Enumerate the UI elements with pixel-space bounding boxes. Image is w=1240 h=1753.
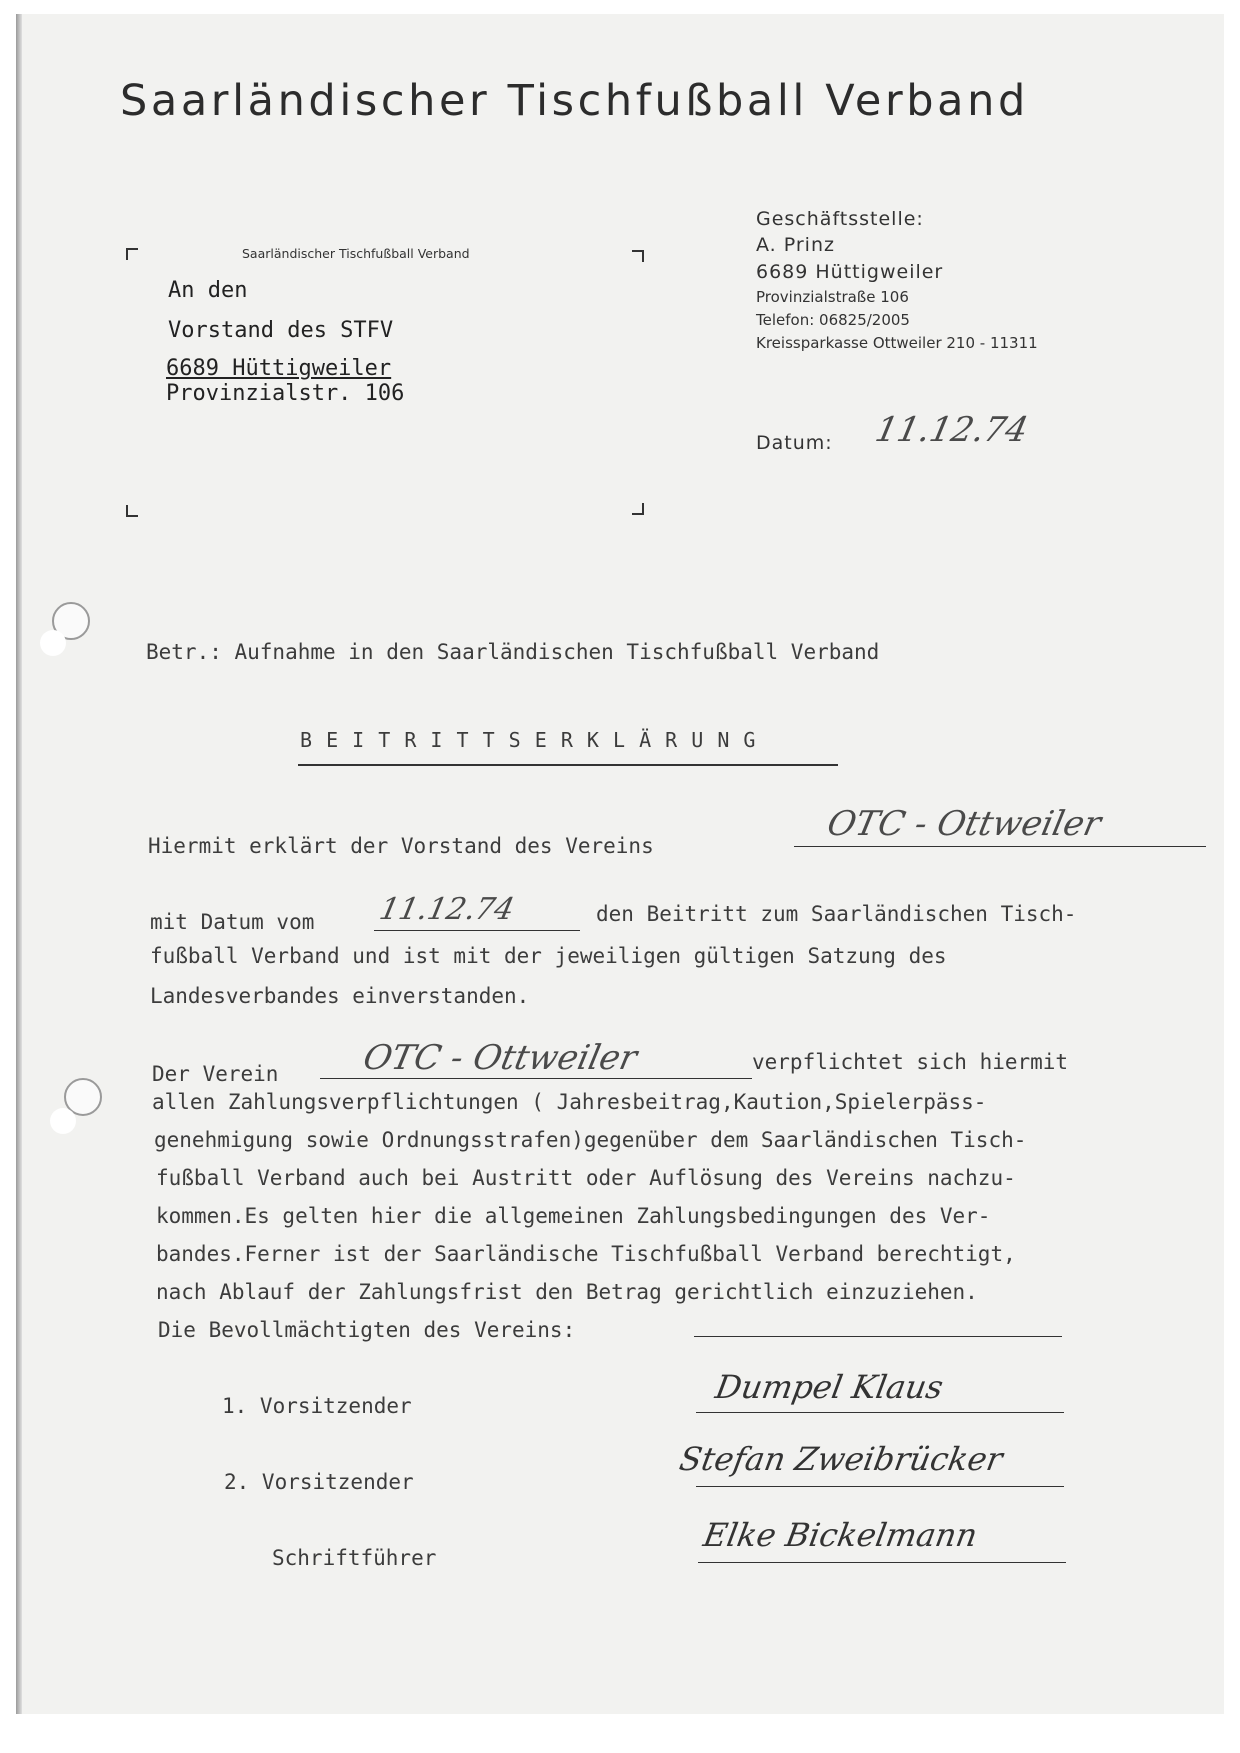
recipient-line-3: 6689 Hüttigweiler (166, 356, 392, 381)
subject-line: Betr.: Aufnahme in den Saarländischen Tischfußball Verband (146, 640, 880, 664)
address-corner-tl (126, 248, 138, 260)
obligation-line: fußball Verband auch bei Austritt oder Auflösung des Vereins nachzu- (156, 1166, 1016, 1190)
signature-line-2 (696, 1486, 1064, 1487)
sender-return-line: Saarländischer Tischfußball Verband (242, 246, 470, 261)
date-handwritten: 11.12.74 (871, 410, 1032, 450)
obligation-line: kommen.Es gelten hier die allgemeinen Zahlungsbedingungen des Ver- (156, 1204, 991, 1228)
office-label: Geschäftsstelle: (756, 208, 924, 230)
office-street: Provinzialstraße 106 (756, 288, 909, 306)
role-chairman-2: 2. Vorsitzender (224, 1470, 414, 1494)
declaration-date-handwritten: 11.12.74 (376, 892, 518, 927)
signatures-heading-line (694, 1336, 1062, 1337)
signature-line-3 (698, 1562, 1066, 1563)
recipient-line-4: Provinzialstr. 106 (166, 381, 405, 406)
declaration-line-1-rest: den Beitritt zum Saarländischen Tisch- (596, 902, 1077, 926)
role-chairman-1: 1. Vorsitzender (222, 1394, 412, 1418)
recipient-line-1: An den (168, 278, 248, 303)
declaration-line-3: Landesverbandes einverstanden. (150, 984, 530, 1008)
signature-secretary: Elke Bickelmann (700, 1516, 981, 1554)
signature-chairman-2: Stefan Zweibrücker (676, 1440, 1006, 1478)
declaration-date-line (374, 930, 580, 931)
document-title: B E I T R I T T S E R K L Ä R U N G (300, 728, 757, 752)
club-name-handwritten-1: OTC - Ottweiler (823, 804, 1105, 844)
letterhead-title: Saarländischer Tischfußball Verband (120, 76, 1029, 126)
obligation-line: allen Zahlungsverpflichtungen ( Jahresbeitrag,Kaution,Spielerpäss- (152, 1090, 987, 1114)
page-edge-shadow (16, 14, 22, 1714)
office-city: 6689 Hüttigweiler (756, 261, 944, 283)
signature-chairman-1: Dumpel Klaus (712, 1368, 947, 1406)
signatures-heading: Die Bevollmächtigten des Vereins: (158, 1318, 576, 1342)
declaration-intro: Hiermit erklärt der Vorstand des Vereins (148, 834, 654, 858)
signature-line-1 (696, 1412, 1064, 1413)
address-corner-tr (632, 250, 644, 262)
punch-hole-top-white (40, 630, 66, 656)
office-bank: Kreissparkasse Ottweiler 210 - 11311 (756, 334, 1038, 352)
title-underline (298, 764, 838, 766)
declaration-date-prefix: mit Datum vom (150, 910, 315, 934)
obligation-line: bandes.Ferner ist der Saarländische Tischfußball Verband berechtigt, (156, 1242, 1016, 1266)
obligation-prefix: Der Verein (152, 1062, 279, 1086)
club-name-line-2 (320, 1078, 752, 1079)
document-page (16, 14, 1224, 1714)
recipient-line-2: Vorstand des STFV (168, 318, 394, 343)
club-name-handwritten-2: OTC - Ottweiler (359, 1038, 641, 1078)
date-label: Datum: (756, 432, 833, 454)
address-corner-bl (126, 505, 138, 517)
declaration-line-2: fußball Verband und ist mit der jeweiligen gültigen Satzung des (150, 944, 947, 968)
obligation-line-1-rest: verpflichtet sich hiermit (752, 1050, 1069, 1074)
club-name-line-1 (794, 846, 1206, 847)
obligation-line: genehmigung sowie Ordnungsstrafen)gegenüber dem Saarländischen Tisch- (154, 1128, 1027, 1152)
punch-hole-bottom-white (50, 1108, 76, 1134)
office-name: A. Prinz (756, 234, 835, 256)
obligation-line: nach Ablauf der Zahlungsfrist den Betrag gerichtlich einzuziehen. (156, 1280, 978, 1304)
address-corner-br (632, 503, 644, 515)
role-secretary: Schriftführer (272, 1546, 437, 1570)
office-phone: Telefon: 06825/2005 (756, 311, 910, 329)
